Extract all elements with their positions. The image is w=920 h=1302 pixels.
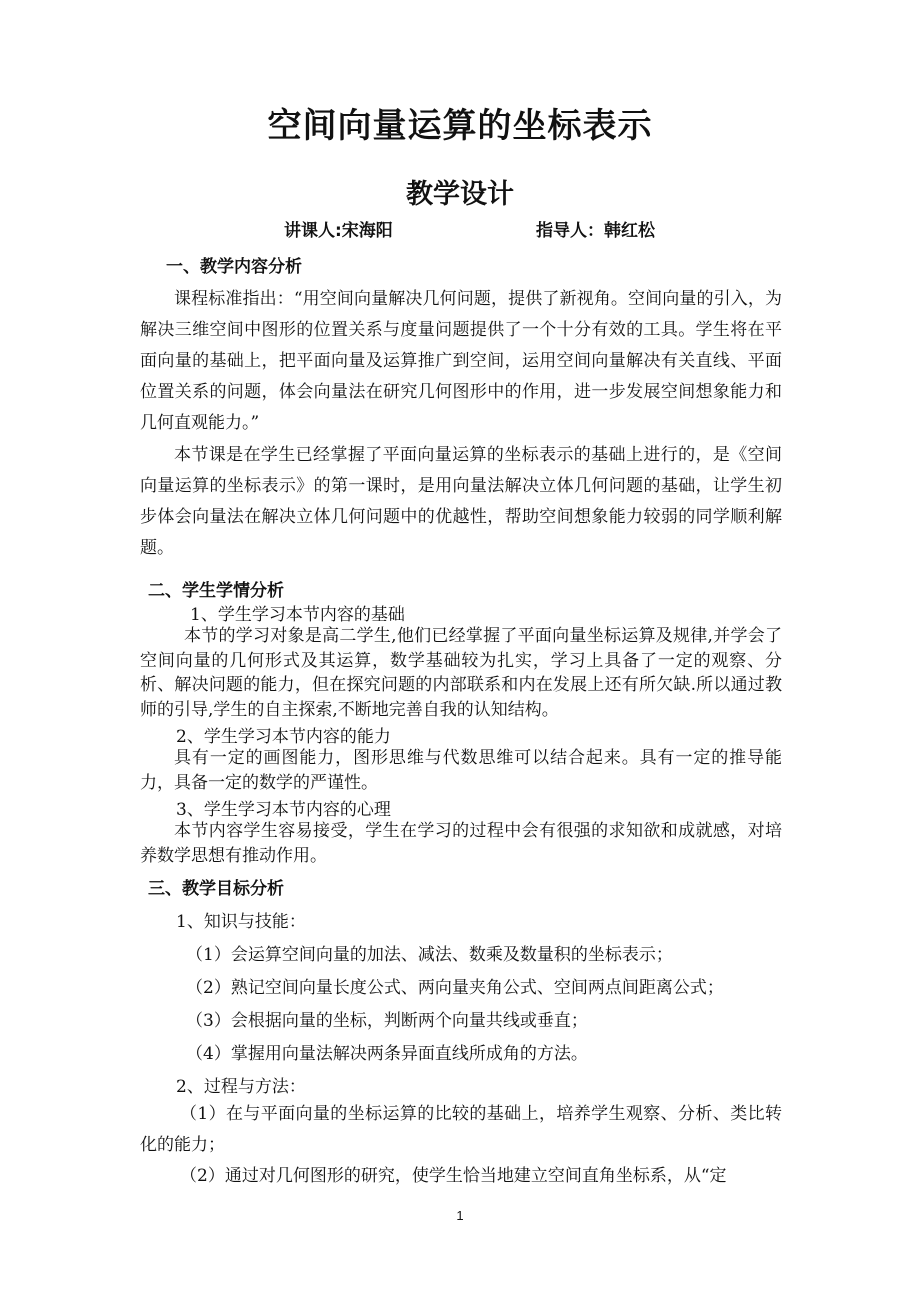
section-heading-student-analysis: 二、学生学情分析 [148, 581, 284, 601]
lecturer-line: 讲课人:宋海阳 [284, 221, 393, 241]
objective-item: （1）会运算空间向量的加法、减法、数乘及数量积的坐标表示； [186, 945, 673, 965]
subheading-ability: 2、学生学习本节内容的能力 [176, 727, 391, 747]
paragraph-psychology: 本节内容学生容易接受，学生在学习的过程中会有很强的求知欲和成就感，对培养数学思想有推动作用。 [140, 821, 782, 866]
page-number: 1 [456, 1208, 464, 1223]
subheading-knowledge-skills: 1、知识与技能： [176, 912, 306, 932]
paragraph-process-1: （1）在与平面向量的坐标运算的比较的基础上，培养学生观察、分析、类比转化的能力； [140, 1104, 782, 1155]
paragraph-ability: 具有一定的画图能力，图形思维与代数思维可以结合起来。具有一定的推导能力，具备一定的数学的严谨性。 [140, 748, 782, 793]
advisor-line: 指导人：韩红松 [536, 221, 655, 241]
objective-item: （2）熟记空间向量长度公式、两向量夹角公式、空间两点间距离公式； [186, 978, 724, 998]
paragraph-process-2: （2）通过对几何图形的研究，使学生恰当地建立空间直角坐标系，从“定 [180, 1166, 727, 1186]
paragraph-foundation: 本节的学习对象是高二学生,他们已经掌握了平面向量坐标运算及规律,并学会了空间向量的几何形式及其运算，数学基础较为扎实，学习上具备了一定的观察、分析、解决问题的能力，但在探究问题的内部联系和内在发展上还有所欠缺.所以通过教师的引导,学生的自主探索,不断地完善自我的认知结构。 [140, 626, 782, 720]
paragraph-lesson-position: 本节课是在学生已经掌握了平面向量运算的坐标表示的基础上进行的，是《空间向量运算的坐标表示》的第一课时，是用向量法解决立体几何问题的基础，让学生初步体会向量法在解决立体几何问题中的优越性，帮助空间想象能力较弱的同学顺利解题。 [140, 445, 782, 558]
subheading-psychology: 3、学生学习本节内容的心理 [176, 800, 391, 820]
objective-item: （3）会根据向量的坐标，判断两个向量共线或垂直； [186, 1011, 588, 1031]
subheading-process-method: 2、过程与方法： [176, 1077, 306, 1097]
subheading-foundation: 1、学生学习本节内容的基础 [190, 605, 405, 625]
section-heading-content-analysis: 一、教学内容分析 [166, 257, 302, 277]
section-heading-objectives: 三、教学目标分析 [148, 879, 284, 899]
document-title: 空间向量运算的坐标表示 [267, 106, 653, 146]
document-subtitle: 教学设计 [406, 179, 514, 210]
objective-item: （4）掌握用向量法解决两条异面直线所成角的方法。 [186, 1044, 588, 1064]
paragraph-curriculum-standard: 课程标准指出：“用空间向量解决几何问题，提供了新视角。空间向量的引入，为解决三维空间中图形的位置关系与度量问题提供了一个十分有效的工具。学生将在平面向量的基础上，把平面向量及运算推广到空间，运用空间向量解决有关直线、平面位置关系的问题，体会向量法在研究几何图形中的作用，进一步发展空间想象能力和几何直观能力。” [140, 289, 782, 433]
